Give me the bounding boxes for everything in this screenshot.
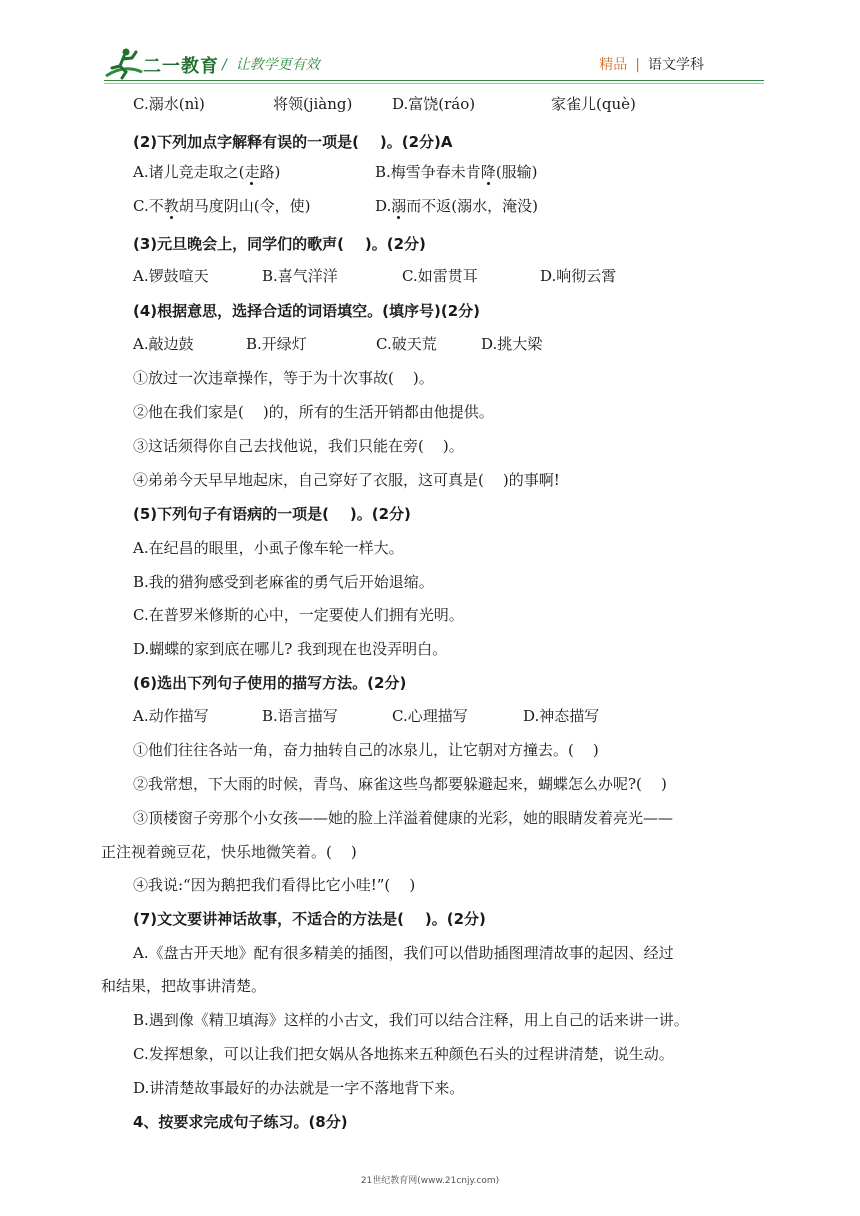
q1-option-c: C.溺水(nì): [133, 95, 205, 113]
q1-option-d2: 家雀儿(què): [551, 95, 636, 113]
quality-label: 精品: [599, 57, 628, 73]
question-6: (6)选出下列句子使用的描写方法。(2分): [133, 674, 407, 692]
q4-item-1: ①放过一次违章操作，等于为十次事故( )。: [133, 369, 434, 387]
q7-option-a: A.《盘古开天地》配有很多精美的插图，我们可以借助插图理清故事的起因、经过: [133, 944, 674, 962]
q7-option-c: C.发挥想象，可以让我们把女娲从各地拣来五种颜色石头的过程讲清楚，说生动。: [133, 1045, 674, 1063]
q7-option-d: D.讲清楚故事最好的办法就是一字不落地背下来。: [133, 1079, 465, 1097]
q5-option-b: B.我的猎狗感受到老麻雀的勇气后开始退缩。: [133, 573, 434, 591]
question-4: (4)根据意思，选择合适的词语填空。(填序号)(2分): [133, 302, 481, 320]
q6-item-3: ③顶楼窗子旁那个小女孩——她的脸上洋溢着健康的光彩，她的眼睛发着亮光——: [133, 809, 674, 827]
header-right: [599, 54, 704, 74]
header-rule-thin: [104, 83, 764, 84]
q4-option-a: A.敲边鼓: [133, 335, 194, 353]
q4-option-d: D.挑大梁: [481, 335, 543, 353]
q6-option-d: D.神态描写: [523, 707, 600, 725]
logo-text: 二一教育: [143, 56, 219, 77]
page-footer: 21世纪教育网(www.21cnjy.com): [360, 1176, 500, 1186]
header-separator: |: [635, 57, 640, 73]
q3-option-c: C.如雷贯耳: [402, 267, 478, 285]
question-2: (2)下列加点字解释有误的一项是( )。(2分)A: [133, 133, 453, 151]
q3-option-b: B.喜气洋洋: [262, 267, 338, 285]
subject-label: 语文学科: [648, 57, 704, 73]
q6-item-1: ①他们往往各站一角，奋力抽转自己的冰泉儿，让它朝对方撞去。( ): [133, 741, 599, 759]
q3-option-d: D.响彻云霄: [540, 267, 617, 285]
question-7: (7)文文要讲神话故事，不适合的方法是( )。(2分): [133, 910, 486, 928]
q6-item-3-cont: 正注视着豌豆花，快乐地微笑着。( ): [101, 843, 357, 861]
q1-option-c2: 将领(jiàng): [273, 95, 353, 113]
q4-item-3: ③这话须得你自己去找他说，我们只能在旁( )。: [133, 437, 464, 455]
q2-option-b: B.梅雪争春未肯降(服输): [375, 163, 538, 181]
section-4-heading: 4、按要求完成句子练习。(8分): [133, 1113, 348, 1131]
q6-option-a: A.动作描写: [133, 707, 209, 725]
q7-option-b: B.遇到像《精卫填海》这样的小古文，我们可以结合注释，用上自己的话来讲一讲。: [133, 1011, 689, 1029]
q4-item-2: ②他在我们家是( )的，所有的生活开销都由他提供。: [133, 403, 494, 421]
header-slogan: / 让教学更有效: [222, 57, 320, 73]
question-5: (5)下列句子有语病的一项是( )。(2分): [133, 505, 411, 523]
q6-option-b: B.语言描写: [262, 707, 338, 725]
q5-option-c: C.在普罗米修斯的心中，一定要使人们拥有光明。: [133, 606, 464, 624]
q7-option-a-cont: 和结果，把故事讲清楚。: [101, 977, 267, 995]
q5-option-d: D.蝴蝶的家到底在哪儿? 我到现在也没弄明白。: [133, 640, 448, 658]
header-rule: [104, 80, 764, 81]
page-header: [0, 0, 860, 85]
q2-option-c: C.不教胡马度阴山(令，使): [133, 197, 311, 215]
q6-option-c: C.心理描写: [392, 707, 468, 725]
q4-item-4: ④弟弟今天早早地起床，自己穿好了衣服，这可真是( )的事啊!: [133, 471, 560, 489]
q2-option-d: D.溺而不返(溺水，淹没): [375, 197, 538, 215]
q3-option-a: A.锣鼓喧天: [133, 267, 209, 285]
q2-option-a: A.诸儿竞走取之(走路): [133, 163, 281, 181]
q6-item-2: ②我常想，下大雨的时候，青鸟、麻雀这些鸟都要躲避起来，蝴蝶怎么办呢?( ): [133, 775, 667, 793]
q6-item-4: ④我说:“因为鹅把我们看得比它小哇!”( ): [133, 876, 416, 894]
q4-option-c: C.破天荒: [376, 335, 437, 353]
question-3: (3)元旦晚会上，同学们的歌声( )。(2分): [133, 235, 426, 253]
q5-option-a: A.在纪昌的眼里，小虱子像车轮一样大。: [133, 539, 404, 557]
q1-option-d: D.富饶(ráo): [392, 95, 476, 113]
q4-option-b: B.开绿灯: [246, 335, 307, 353]
